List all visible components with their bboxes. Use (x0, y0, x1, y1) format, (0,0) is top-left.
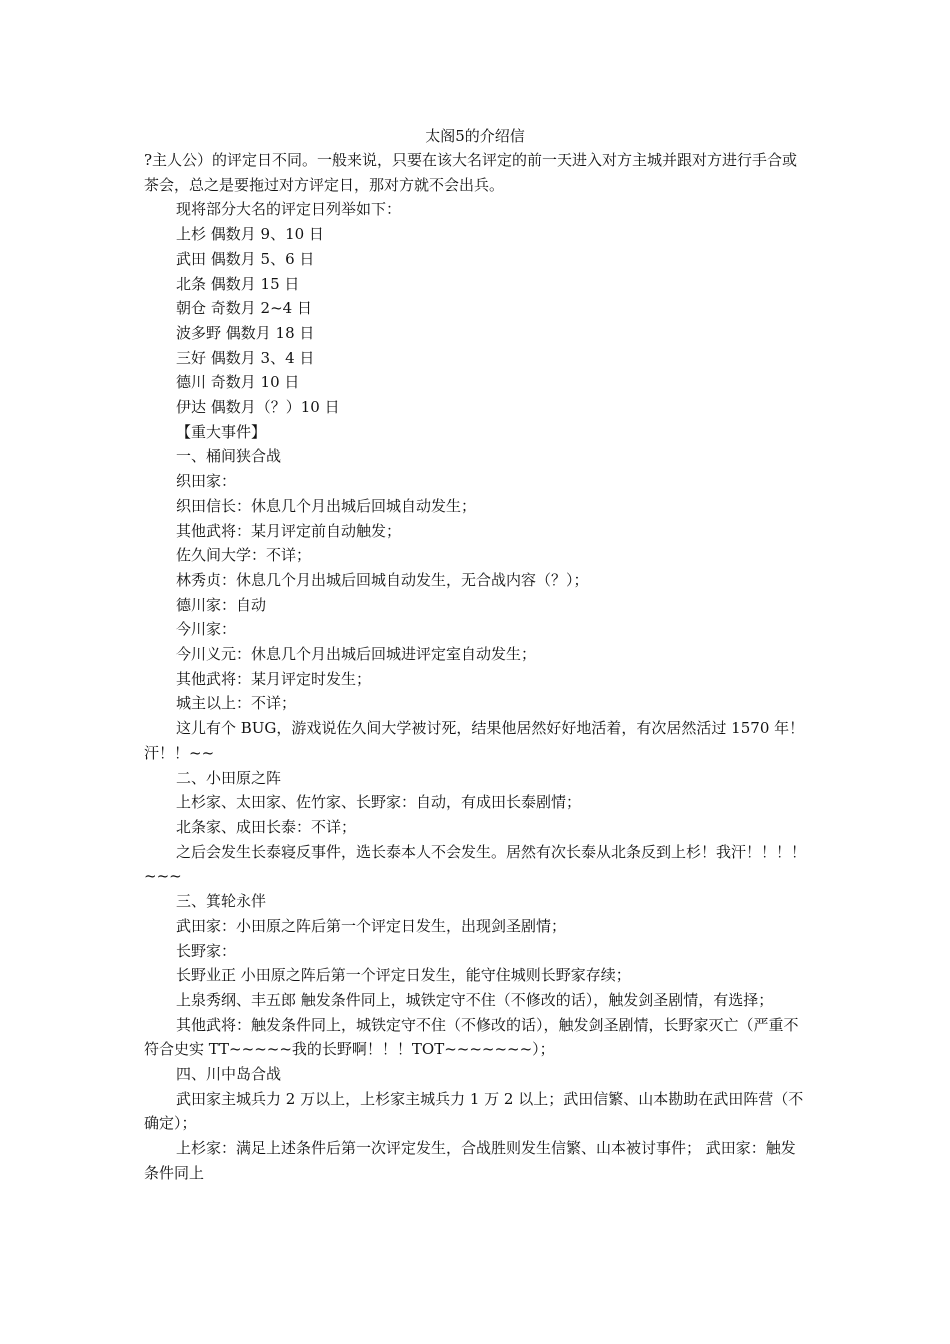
paragraph: 之后会发生长泰寝反事件，选长泰本人不会发生。居然有次长泰从北条反到上杉！我汗！！！！~~~ (144, 842, 807, 886)
paragraph: 德川 奇数月 10 日 (176, 373, 300, 392)
paragraph: 北条 偶数月 15 日 (176, 274, 300, 293)
paragraph: 四、川中岛合战 (176, 1065, 282, 1084)
paragraph: 上杉家、太田家、佐竹家、长野家：自动，有成田长泰剧情； (176, 793, 582, 812)
paragraph: 长野家： (176, 941, 237, 960)
document-body (144, 148, 808, 1186)
paragraph: 武田 偶数月 5、6 日 (176, 249, 315, 268)
paragraph: 这儿有个 BUG，游戏说佐久间大学被讨死，结果他居然好好地活着，有次居然活过 1570 年！汗！！~~ (144, 719, 805, 762)
paragraph: 林秀贞：休息几个月出城后回城自动发生，无合战内容（？）； (176, 570, 589, 589)
paragraph: 一、桶间狭合战 (176, 447, 282, 466)
paragraph: 朝仓 奇数月 2~4 日 (176, 299, 312, 318)
paragraph: 佐久间大学：不详； (176, 546, 312, 565)
paragraph: 今川家： (176, 620, 237, 639)
paragraph: 德川家：自动 (176, 595, 267, 614)
paragraph: 城主以上：不详； (176, 694, 297, 713)
paragraph: 其他武将：某月评定时发生； (176, 669, 372, 688)
paragraph: 现将部分大名的评定日列举如下： (176, 200, 402, 219)
paragraph: 长野业正 小田原之阵后第一个评定日发生，能守住城则长野家存续； (176, 966, 631, 985)
paragraph: 武田家主城兵力 2 万以上，上杉家主城兵力 1 万 2 以上；武田信繁、山本勘助在武田阵营（不确定）； (144, 1089, 804, 1133)
document-title: 太阁5的介绍信 (425, 127, 525, 145)
paragraph: 其他武将：某月评定前自动触发； (176, 521, 402, 540)
paragraph: 【重大事件】 (176, 422, 267, 441)
paragraph: 其他武将：触发条件同上，城铁定守不住（不修改的话），触发剑圣剧情，长野家灭亡（严重不符合史实 TT~~~~~我的长野啊！！！TOT~~~~~~~）； (144, 1015, 799, 1059)
paragraph: ?主人公）的评定日不同。一般来说，只要在该大名评定的前一天进入对方主城并跟对方进行手合或茶会，总之是要拖过对方评定日，那对方就不会出兵。 (144, 151, 798, 194)
paragraph: 今川义元：休息几个月出城后回城进评定室自动发生； (176, 645, 537, 664)
paragraph: 波多野 偶数月 18 日 (176, 323, 315, 342)
paragraph: 上杉家：满足上述条件后第一次评定发生，合战胜则发生信繁、山本被讨事件； 武田家：触发条件同上 (144, 1139, 796, 1182)
paragraph: 上泉秀纲、丰五郎 触发条件同上，城铁定守不住（不修改的话），触发剑圣剧情，有选择； (176, 990, 774, 1009)
paragraph: 织田信长：休息几个月出城后回城自动发生； (176, 496, 477, 515)
paragraph: 织田家： (176, 472, 237, 491)
paragraph: 伊达 偶数月（？）10 日 (176, 398, 340, 417)
paragraph: 北条家、成田长泰：不详； (176, 817, 357, 836)
paragraph: 武田家：小田原之阵后第一个评定日发生，出现剑圣剧情； (176, 916, 567, 935)
paragraph: 上杉 偶数月 9、10 日 (176, 225, 324, 244)
paragraph: 三好 偶数月 3、4 日 (176, 348, 315, 367)
paragraph: 二、小田原之阵 (176, 768, 282, 787)
paragraph: 三、箕轮永伴 (176, 892, 267, 911)
